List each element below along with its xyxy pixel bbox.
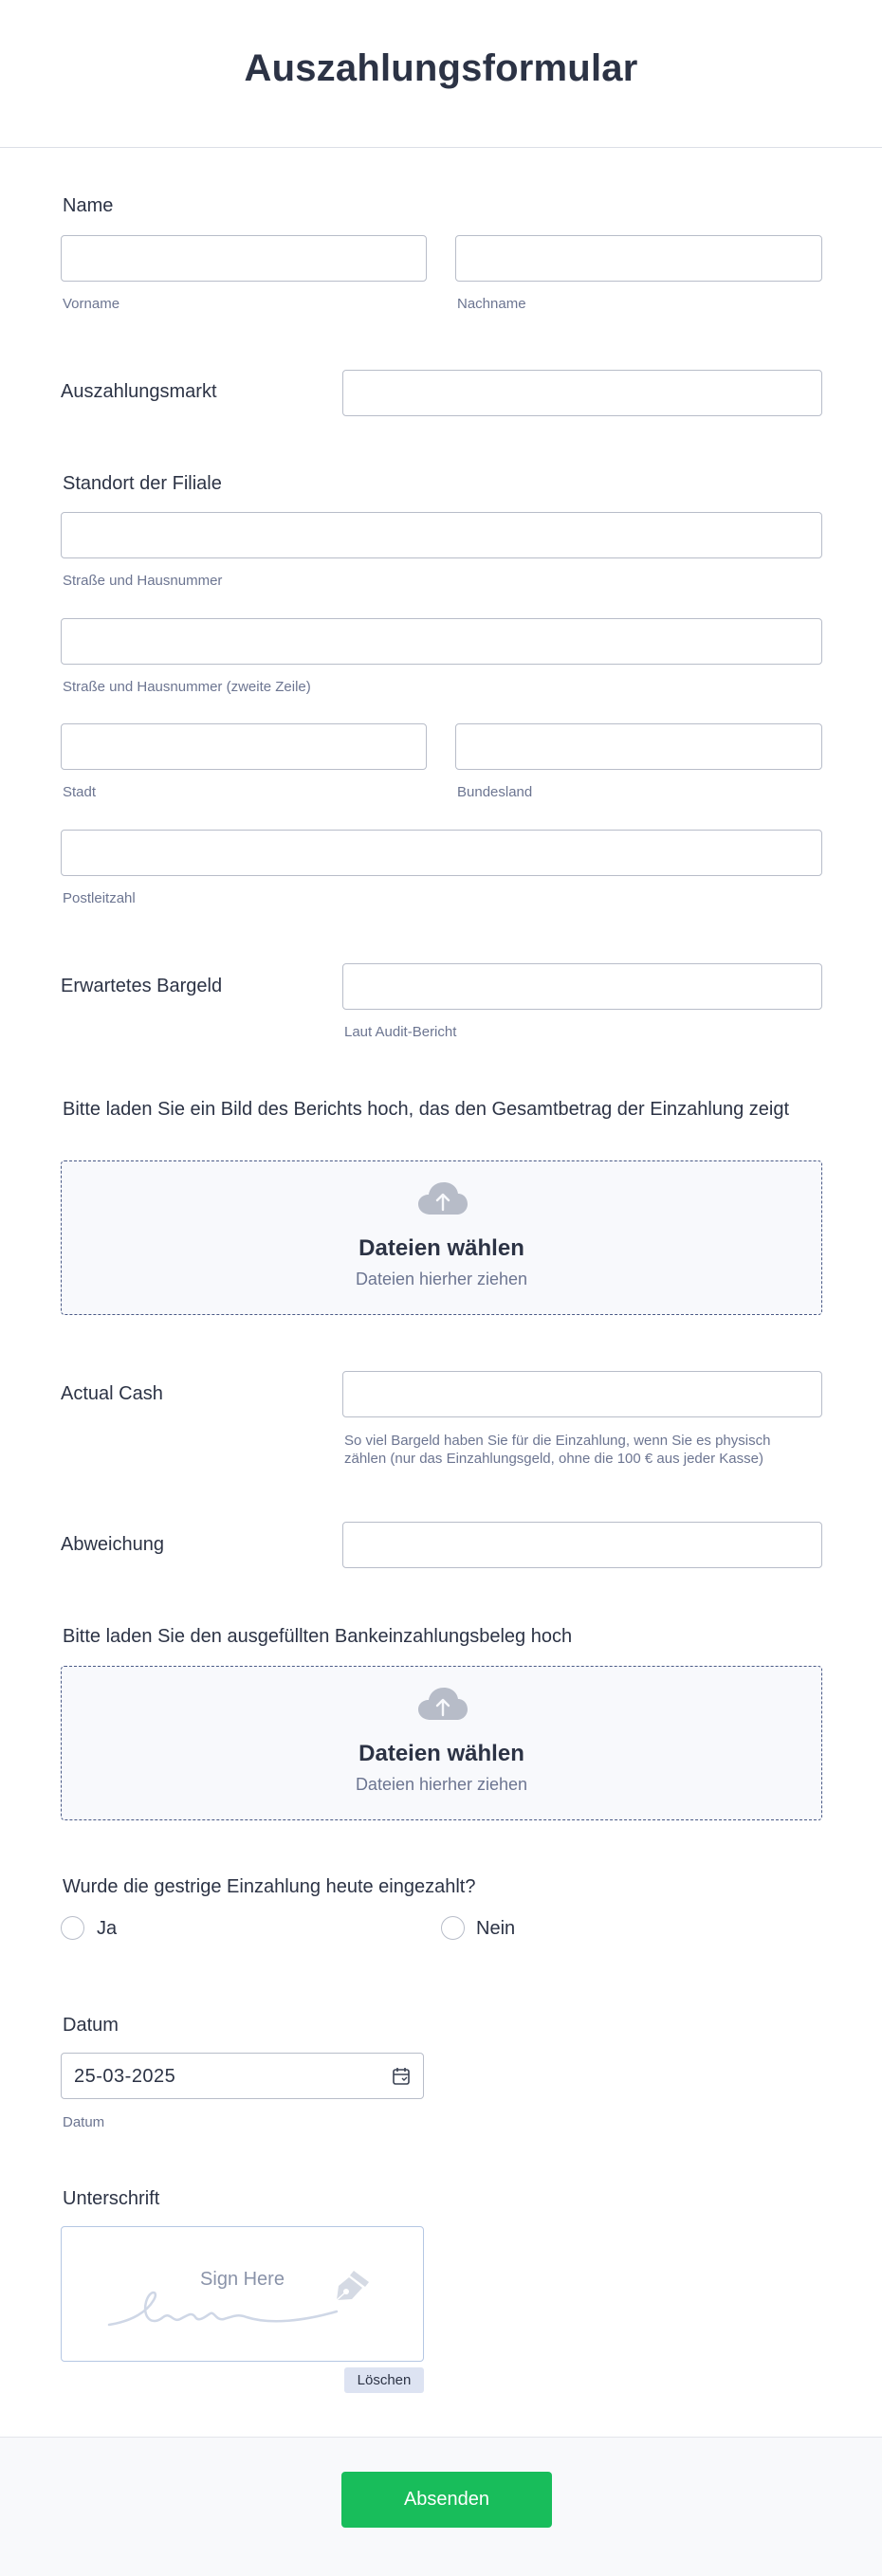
radio-no-label[interactable]: Nein	[476, 1918, 516, 1939]
actual-cash-input[interactable]	[343, 1372, 821, 1416]
date-value[interactable]: 25-03-2025	[74, 2066, 176, 2087]
first-name-input[interactable]	[62, 236, 426, 281]
first-name-field[interactable]	[61, 235, 427, 282]
upload-report-dropzone[interactable]	[61, 1160, 822, 1315]
calendar-icon[interactable]	[393, 2067, 410, 2086]
date-sublabel: Datum	[63, 2114, 105, 2130]
street2-sublabel: Straße und Hausnummer (zweite Zeile)	[63, 679, 311, 695]
state-field[interactable]	[455, 723, 822, 770]
signature-pad[interactable]	[61, 2226, 424, 2362]
expected-cash-label: Erwartetes Bargeld	[61, 976, 223, 996]
location-label: Standort der Filiale	[63, 473, 222, 494]
name-label: Name	[63, 195, 114, 216]
submit-button[interactable]: Absenden	[341, 2472, 552, 2528]
last-name-sublabel: Nachname	[457, 296, 526, 312]
upload-receipt-choose[interactable]: Dateien wählen	[358, 1741, 524, 1766]
cloud-upload-icon	[418, 1182, 468, 1215]
zip-input[interactable]	[62, 831, 821, 875]
street2-input[interactable]	[62, 619, 821, 664]
city-input[interactable]	[62, 724, 426, 769]
clear-signature-button[interactable]: Löschen	[344, 2367, 424, 2393]
market-label: Auszahlungsmarkt	[61, 381, 217, 402]
radio-yes-label[interactable]: Ja	[97, 1918, 118, 1939]
first-name-sublabel: Vorname	[63, 296, 120, 312]
city-sublabel: Stadt	[63, 784, 97, 800]
expected-cash-input[interactable]	[343, 964, 821, 1009]
cloud-upload-icon	[418, 1688, 468, 1720]
street-field[interactable]	[61, 512, 822, 558]
last-name-field[interactable]	[455, 235, 822, 282]
upload-receipt-label: Bitte laden Sie den ausgefüllten Bankeinzahlungsbeleg hoch	[63, 1626, 573, 1647]
zip-field[interactable]	[61, 830, 822, 876]
expected-cash-field[interactable]	[342, 963, 822, 1010]
deviation-input[interactable]	[343, 1523, 821, 1567]
actual-cash-label: Actual Cash	[61, 1383, 163, 1404]
last-name-input[interactable]	[456, 236, 821, 281]
city-field[interactable]	[61, 723, 427, 770]
radio-yes[interactable]	[61, 1916, 84, 1940]
upload-report-choose[interactable]: Dateien wählen	[358, 1235, 524, 1261]
deviation-label: Abweichung	[61, 1534, 164, 1555]
date-field[interactable]	[61, 2053, 424, 2099]
date-label: Datum	[63, 2015, 119, 2036]
actual-cash-help-line2: zählen (nur das Einzahlungsgeld, ohne die 100 € aus jeder Kasse)	[344, 1451, 763, 1467]
upload-receipt-dropzone[interactable]	[61, 1666, 822, 1820]
radio-no[interactable]	[441, 1916, 465, 1940]
deposit-question-label: Wurde die gestrige Einzahlung heute eingezahlt?	[63, 1876, 476, 1897]
street2-field[interactable]	[61, 618, 822, 665]
pen-icon	[331, 2269, 373, 2303]
actual-cash-help-line1: So viel Bargeld haben Sie für die Einzahlung, wenn Sie es physisch	[344, 1433, 771, 1449]
upload-report-label: Bitte laden Sie ein Bild des Berichts hoch, das den Gesamtbetrag der Einzahlung zeigt	[63, 1099, 790, 1120]
upload-report-drag-hint: Dateien hierher ziehen	[355, 1270, 528, 1288]
street-sublabel: Straße und Hausnummer	[63, 573, 223, 589]
actual-cash-field[interactable]	[342, 1371, 822, 1417]
header-divider	[0, 147, 882, 148]
expected-cash-help: Laut Audit-Bericht	[344, 1024, 457, 1040]
state-input[interactable]	[456, 724, 821, 769]
deviation-field[interactable]	[342, 1522, 822, 1568]
zip-sublabel: Postleitzahl	[63, 890, 136, 906]
signature-placeholder: Sign Here	[200, 2269, 285, 2290]
market-field[interactable]	[342, 370, 822, 416]
upload-receipt-drag-hint: Dateien hierher ziehen	[355, 1775, 528, 1794]
page-title: Auszahlungsformular	[244, 47, 638, 89]
state-sublabel: Bundesland	[457, 784, 533, 800]
signature-label: Unterschrift	[63, 2188, 160, 2209]
market-input[interactable]	[343, 371, 821, 415]
street-input[interactable]	[62, 513, 821, 557]
